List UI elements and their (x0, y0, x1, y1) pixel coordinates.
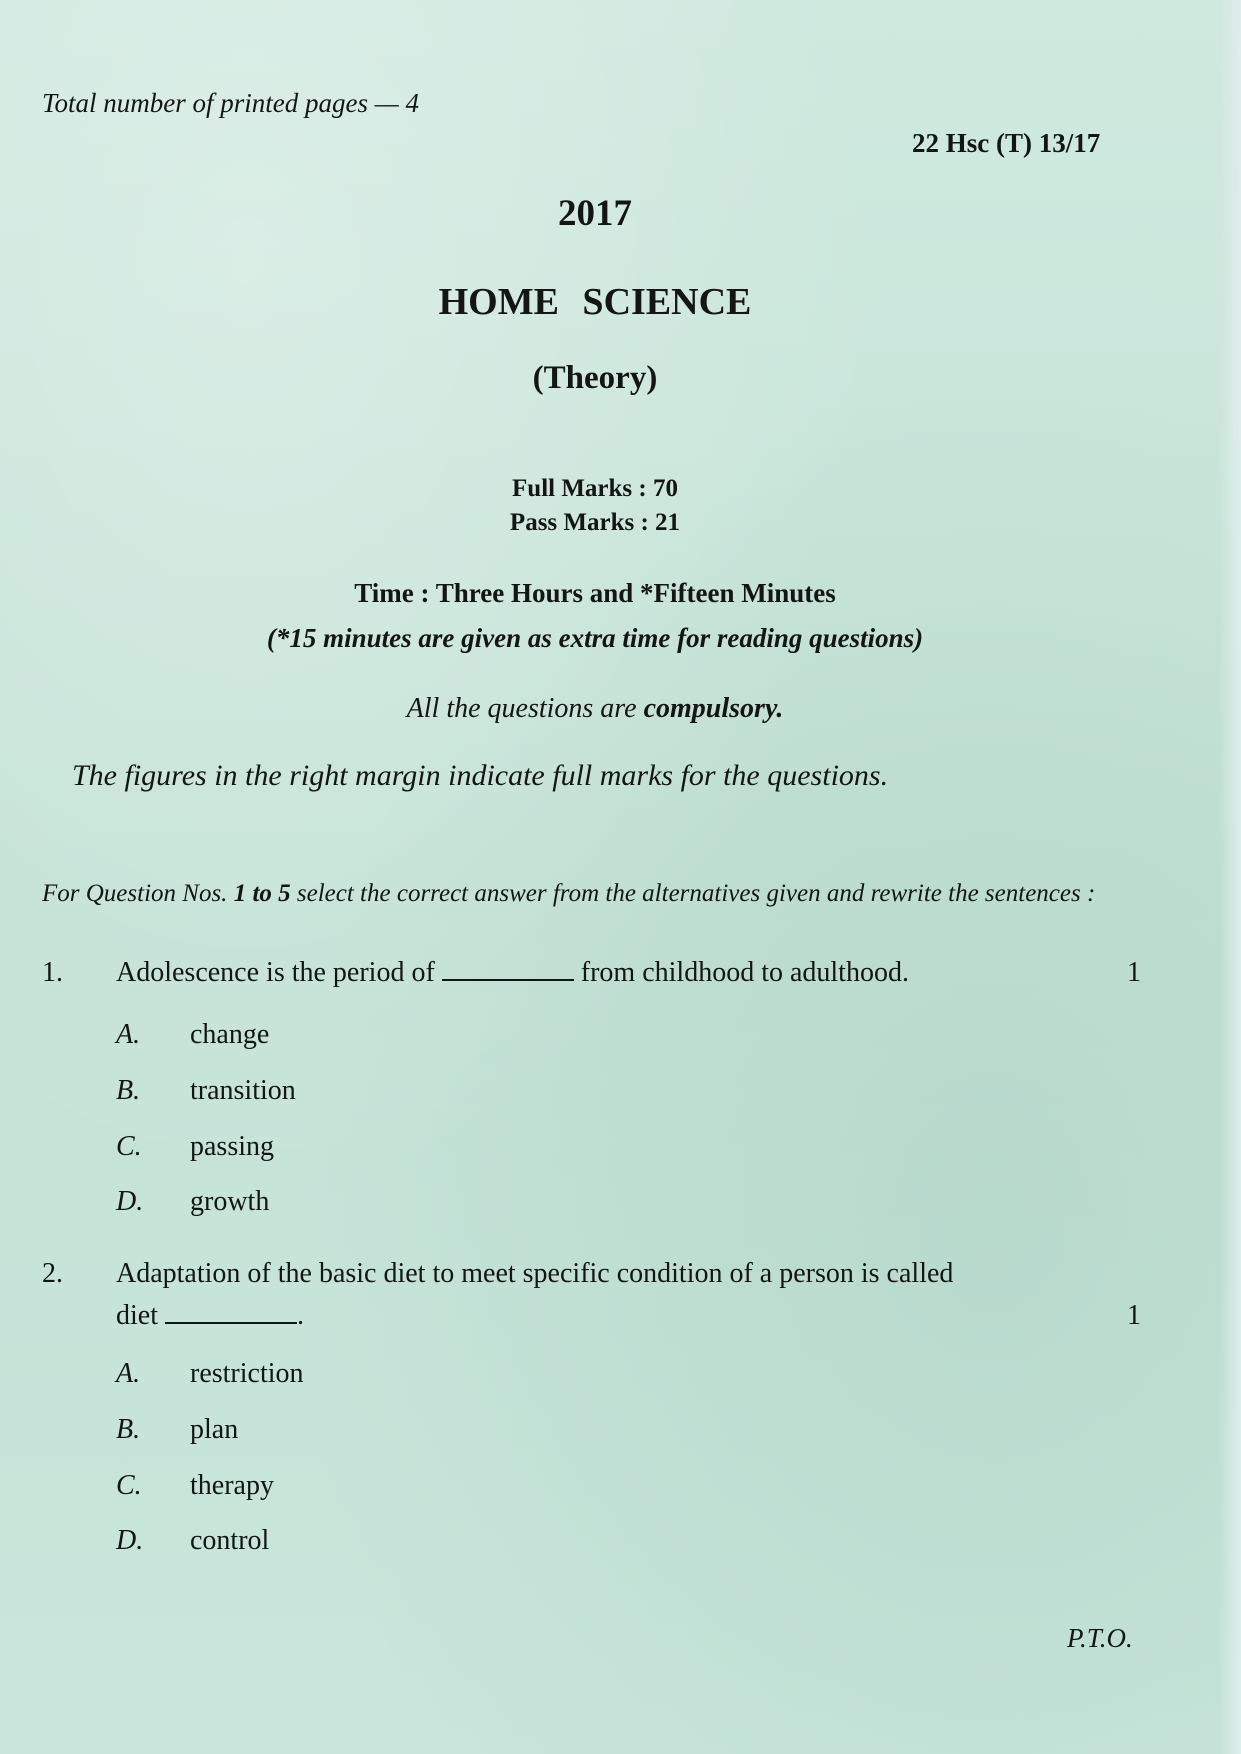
question-text-after: . (297, 1300, 304, 1331)
option-text: plan (190, 1414, 239, 1445)
option-text: therapy (190, 1470, 274, 1501)
option-letter: B. (116, 1414, 141, 1445)
option-letter: A. (116, 1358, 141, 1389)
instruction-part2: select the correct answer from the alternatives given and rewrite the sentences : (290, 880, 1096, 907)
option-letter: B. (116, 1075, 141, 1106)
question-text-line2 (116, 1300, 304, 1332)
option-text: passing (190, 1131, 274, 1162)
subject-title: HOME SCIENCE (438, 281, 752, 323)
compulsory-note (0, 693, 1190, 725)
compulsory-prefix: All the questions are (406, 693, 644, 724)
page-edge (1219, 0, 1241, 1754)
instruction-range: 1 to 5 (233, 880, 291, 907)
question-number: 1. (42, 957, 63, 988)
option-text: transition (190, 1075, 296, 1106)
time-note: (*15 minutes are given as extra time for reading questions) (266, 623, 924, 653)
compulsory-word: compulsory. (643, 693, 784, 724)
option-letter: C. (116, 1131, 142, 1162)
option-letter: D. (116, 1525, 144, 1556)
paper-code: 22 Hsc (T) 13/17 (912, 128, 1101, 158)
question-marks: 1 (1127, 957, 1141, 988)
margin-marks-note: The figures in the right margin indicate full marks for the questions. (72, 759, 889, 792)
instruction-part1: For Question Nos. (42, 880, 234, 907)
option-text: control (190, 1525, 270, 1556)
section-instruction (42, 875, 1172, 912)
option-letter: C. (116, 1470, 142, 1501)
exam-year: 2017 (558, 193, 632, 234)
option-text: change (190, 1019, 270, 1050)
exam-time: Time : Three Hours and *Fifteen Minutes (354, 578, 836, 608)
option-letter: A. (116, 1019, 141, 1050)
question-text-before: diet (116, 1300, 165, 1331)
option-text: growth (190, 1186, 270, 1217)
answer-blank (165, 1318, 297, 1324)
question-text-line1: Adaptation of the basic diet to meet specific condition of a person is called (116, 1258, 954, 1289)
question-number: 2. (42, 1258, 63, 1289)
pto-label: P.T.O. (1067, 1623, 1133, 1653)
answer-blank (442, 975, 574, 981)
option-text: restriction (190, 1358, 304, 1389)
pass-marks: Pass Marks : 21 (509, 509, 681, 536)
option-letter: D. (116, 1186, 144, 1217)
full-marks: Full Marks : 70 (512, 475, 678, 502)
paper-type: (Theory) (532, 360, 658, 396)
total-pages-text: Total number of printed pages — 4 (42, 88, 420, 118)
question-text (116, 957, 909, 989)
question-text-after: from childhood to adulthood. (573, 957, 909, 988)
question-text-before: Adolescence is the period of (116, 957, 442, 988)
question-marks: 1 (1127, 1300, 1141, 1331)
